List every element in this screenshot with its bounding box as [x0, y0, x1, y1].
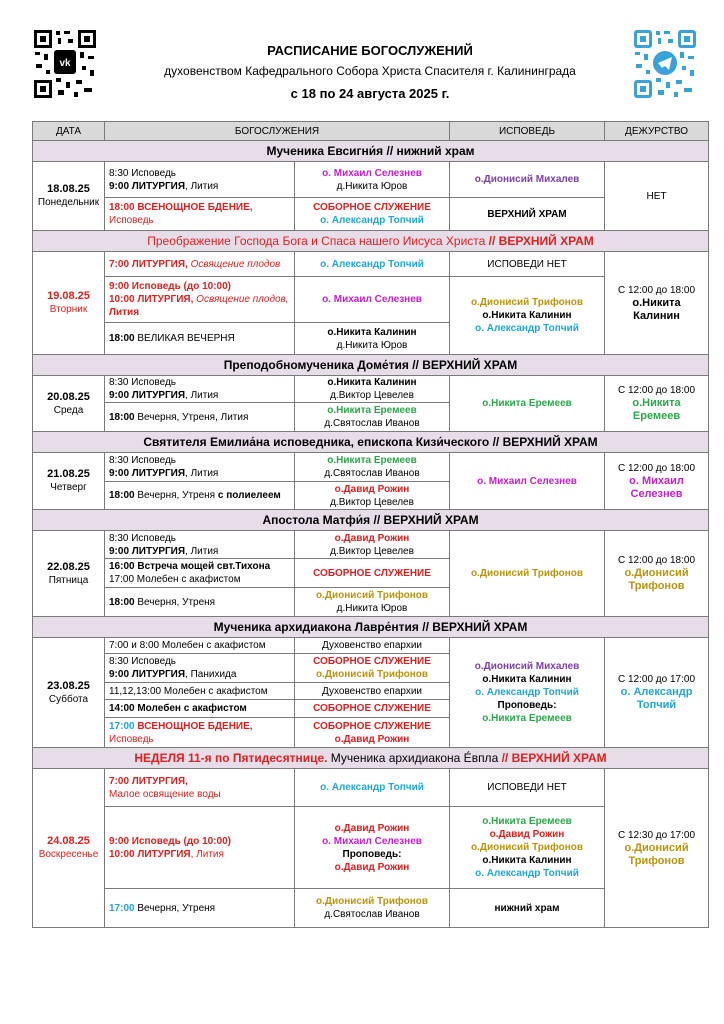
- deacon-name: д.Святослав Иванов: [324, 909, 420, 920]
- duty-name: Калинин: [633, 309, 680, 322]
- service-line: ВСЕНОЩНОЕ БДЕНИЕ,: [134, 720, 253, 732]
- priest-name: о.Никита Калинин: [327, 326, 417, 338]
- duty-time: С 12:00 до 17:00: [618, 674, 696, 685]
- priest-name: о.Никита Калинин: [482, 674, 572, 685]
- date-cell: [33, 252, 105, 355]
- priest-name: СОБОРНОЕ СЛУЖЕНИЕ: [313, 202, 431, 213]
- service-line: 10:00 ЛИТУРГИЯ,: [109, 294, 197, 305]
- duty-time: С 12:30 до 17:00: [618, 829, 696, 841]
- confession-cell: о.Дионисий Михалев: [450, 162, 605, 198]
- confession-cell: [450, 638, 605, 748]
- telegram-qr-code-icon[interactable]: [632, 28, 698, 100]
- table-row: [33, 638, 709, 654]
- feast-name: НЕДЕЛЯ 11-я по Пятидесятнице.: [134, 750, 328, 765]
- priest-cell: о. Александр Топчий: [295, 252, 450, 277]
- date-cell: [33, 638, 105, 748]
- confession-cell: нижний храм: [450, 889, 605, 928]
- priest-name: о. Михаил Селезнев: [322, 835, 422, 847]
- service-line: 9:00 ЛИТУРГИЯ: [109, 468, 186, 479]
- feast-row: [33, 432, 709, 453]
- service-line: 8:30 Исповедь: [109, 455, 176, 466]
- service-line: 17:00: [109, 720, 135, 732]
- service-cell: [105, 162, 295, 198]
- service-line: 8:30 Исповедь: [109, 377, 176, 388]
- service-cell: [105, 531, 295, 559]
- service-cell: [105, 252, 295, 277]
- service-cell: 11,12,13:00 Молебен с акафистом: [105, 683, 295, 700]
- service-line: , Лития: [185, 545, 219, 557]
- date-cell: [33, 453, 105, 510]
- service-line: 17:00: [109, 902, 135, 914]
- feast-church: // ВЕРХНИЙ ХРАМ: [488, 233, 594, 248]
- column-header-confession: ИСПОВЕДЬ: [450, 122, 605, 141]
- priest-name: о. Александр Топчий: [475, 687, 579, 698]
- priest-name: о.Дионисий Трифонов: [315, 669, 429, 680]
- weekday: Среда: [53, 404, 84, 416]
- service-cell: [105, 323, 295, 355]
- column-header-date: ДАТА: [33, 122, 105, 141]
- priest-name: о. Михаил Селезнев: [322, 167, 422, 179]
- priest-cell: [295, 198, 450, 231]
- service-cell: [105, 588, 295, 617]
- priest-name: о.Никита Еремеев: [327, 455, 417, 466]
- service-cell: [105, 277, 295, 323]
- duty-name: о. Александр: [620, 686, 693, 698]
- priest-cell: [295, 323, 450, 355]
- duty-time: С 12:00 до 18:00: [618, 385, 696, 396]
- feast-title: Преподобномученика Доме́тия // ВЕРХНИЙ ХРАМ: [33, 355, 709, 376]
- service-line: Вечерня, Утреня, Лития: [137, 411, 249, 423]
- service-line: 16:00 Встреча мощей свт.Тихона: [109, 561, 271, 572]
- duty-name: о.Никита: [632, 296, 681, 309]
- weekday: Вторник: [49, 304, 88, 315]
- priest-name: о.Никита Калинин: [327, 377, 417, 388]
- priest-name: о.Давид Рожин: [334, 483, 410, 495]
- date-cell: [33, 376, 105, 432]
- priest-cell: [295, 588, 450, 617]
- duty-time: С 12:00 до 18:00: [618, 462, 696, 474]
- duty-cell: НЕТ: [605, 162, 709, 231]
- date-range: с 18 по 24 августа 2025 г.: [290, 86, 450, 101]
- priest-cell: [295, 807, 450, 889]
- confession-cell: ВЕРХНИЙ ХРАМ: [450, 198, 605, 231]
- table-row: [33, 769, 709, 807]
- duty-name: Трифонов: [628, 580, 685, 592]
- priest-cell: о. Александр Топчий: [295, 769, 450, 807]
- priest-name: СОБОРНОЕ СЛУЖЕНИЕ: [313, 656, 431, 667]
- service-line: , Лития: [185, 468, 219, 479]
- priest-cell: [295, 889, 450, 928]
- priest-cell: [295, 482, 450, 510]
- service-cell: 7:00 и 8:00 Молебен с акафистом: [105, 638, 295, 654]
- table-row: [33, 531, 709, 559]
- service-cell: [105, 198, 295, 231]
- duty-name: о.Никита: [632, 397, 681, 409]
- duty-cell: [605, 376, 709, 432]
- priest-cell: Духовенство епархии: [295, 638, 450, 654]
- priest-name: о.Никита Еремеев: [482, 816, 572, 827]
- table-row: [33, 376, 709, 403]
- service-line: 9:00 ЛИТУРГИЯ: [109, 390, 186, 401]
- service-cell: [105, 403, 295, 432]
- duty-name: о. Михаил: [629, 474, 684, 487]
- duty-name: о.Дионисий: [624, 567, 689, 579]
- weekday: Воскресенье: [38, 849, 99, 860]
- feast-title: [33, 748, 709, 769]
- duty-cell: [605, 638, 709, 748]
- confession-cell: о.Никита Еремеев: [450, 376, 605, 432]
- sermon-label: Проповедь:: [342, 848, 402, 860]
- priest-cell: [295, 403, 450, 432]
- priest-cell: о. Михаил Селезнев: [295, 277, 450, 323]
- deacon-name: д.Никита Юров: [336, 180, 408, 192]
- page-subtitle: духовенством Кафедрального Собора Христа Спасителя г. Калининграда: [164, 64, 576, 78]
- date: 22.08.25: [47, 560, 90, 573]
- date-cell: [33, 162, 105, 231]
- date-cell: [33, 769, 105, 928]
- priest-name: о. Александр Топчий: [320, 215, 424, 226]
- priest-cell: [295, 718, 450, 748]
- feast-row: [33, 355, 709, 376]
- service-line: 7:00 ЛИТУРГИЯ,: [109, 258, 191, 270]
- priest-cell: [295, 162, 450, 198]
- schedule-table: [32, 121, 709, 928]
- service-line: , Лития: [190, 848, 224, 860]
- feast-row: [33, 748, 709, 769]
- priest-name: о.Дионисий Трифонов: [470, 297, 584, 308]
- service-cell: [105, 559, 295, 588]
- duty-name: Еремеев: [632, 410, 681, 422]
- service-line: с полиелеем: [217, 490, 281, 501]
- page-title: РАСПИСАНИЕ БОГОСЛУЖЕНИЙ: [267, 43, 473, 58]
- service-line: 9:00 Исповедь (до 10:00): [109, 835, 232, 847]
- vk-qr-code-icon[interactable]: [32, 28, 98, 100]
- weekday: Понедельник: [37, 197, 100, 208]
- deacon-name: д.Никита Юров: [336, 339, 408, 351]
- deacon-name: д.Виктор Цевелев: [330, 496, 414, 508]
- service-cell: [105, 654, 295, 683]
- service-cell: [105, 807, 295, 889]
- priest-cell: [295, 453, 450, 482]
- duty-time: С 12:00 до 18:00: [618, 555, 696, 566]
- service-line: Малое освящение воды: [109, 788, 221, 800]
- feast-name: Преображение Господа Бога и Спаса нашего Иисуса Христа: [147, 233, 489, 248]
- service-line: Вечерня, Утреня: [137, 490, 218, 501]
- duty-cell: [605, 453, 709, 510]
- service-line: 18:00 ВСЕНОЩНОЕ БДЕНИЕ,: [109, 202, 253, 213]
- duty-name: Селезнев: [630, 487, 683, 500]
- service-line: Исповедь: [109, 733, 154, 745]
- feast-title: [33, 231, 709, 252]
- service-cell: [105, 769, 295, 807]
- priest-name: о.Давид Рожин: [334, 532, 410, 544]
- priest-cell: [295, 654, 450, 683]
- feast-row: [33, 231, 709, 252]
- weekday: Суббота: [48, 693, 89, 705]
- service-line: Освящение плодов,: [196, 294, 289, 305]
- service-line: 18:00: [109, 411, 138, 423]
- priest-name: о.Никита Калинин: [482, 310, 572, 321]
- feast-title: Святителя Емилиа́на исповедника, епископа Кизи́ческого // ВЕРХНИЙ ХРАМ: [33, 432, 709, 453]
- service-cell: [105, 453, 295, 482]
- priest-cell: СОБОРНОЕ СЛУЖЕНИЕ: [295, 700, 450, 718]
- confession-cell: о. Михаил Селезнев: [450, 453, 605, 510]
- service-line: 9:00 ЛИТУРГИЯ: [109, 545, 186, 557]
- date: 24.08.25: [47, 835, 90, 847]
- priest-name: о.Дионисий Трифонов: [470, 842, 584, 853]
- duty-name: о.Дионисий: [624, 841, 689, 854]
- duty-time: С 12:00 до 18:00: [618, 284, 696, 296]
- feast-title: Апостола Матфи́я // ВЕРХНИЙ ХРАМ: [33, 510, 709, 531]
- sermon-label: Проповедь:: [497, 700, 557, 711]
- priest-name: о.Никита Еремеев: [482, 713, 572, 724]
- priest-name: о.Давид Рожин: [334, 861, 410, 873]
- feast-title: Мученика архидиакона Лавре́нтия // ВЕРХНИЙ ХРАМ: [33, 617, 709, 638]
- feast-title: Мученика Евсигни́я // нижний храм: [33, 141, 709, 162]
- duty-name: Трифонов: [628, 854, 685, 867]
- service-line: 8:30 Исповедь: [109, 656, 176, 667]
- duty-cell: [605, 769, 709, 928]
- service-line: 10:00 ЛИТУРГИЯ: [109, 848, 191, 860]
- service-line: Освящение плодов: [190, 258, 281, 270]
- confession-cell: ИСПОВЕДИ НЕТ: [450, 769, 605, 807]
- priest-name: о.Дионисий Трифонов: [315, 590, 429, 601]
- service-line: ВЕЛИКАЯ ВЕЧЕРНЯ: [137, 333, 235, 344]
- deacon-name: д.Виктор Цевелев: [330, 545, 414, 557]
- confession-cell: [450, 807, 605, 889]
- date: 19.08.25: [47, 290, 90, 302]
- confession-cell: [450, 277, 605, 355]
- feast-name: Мученика архидиакона Е́впла: [327, 750, 502, 765]
- priest-name: о.Давид Рожин: [334, 733, 410, 745]
- date-cell: [33, 531, 105, 617]
- priest-name: о.Дионисий Михалев: [474, 661, 580, 672]
- priest-cell: СОБОРНОЕ СЛУЖЕНИЕ: [295, 559, 450, 588]
- service-cell: [105, 376, 295, 403]
- table-row: [33, 162, 709, 198]
- service-line: 18:00: [109, 490, 138, 501]
- deacon-name: д.Никита Юров: [336, 603, 408, 614]
- duty-cell: [605, 252, 709, 355]
- deacon-name: д.Святослав Иванов: [324, 418, 420, 429]
- date: 18.08.25: [47, 183, 90, 195]
- service-line: 9:00 ЛИТУРГИЯ: [109, 669, 186, 680]
- service-line: 7:00 ЛИТУРГИЯ,: [109, 775, 188, 787]
- confession-cell: о.Дионисий Трифонов: [450, 531, 605, 617]
- service-line: Вечерня, Утреня: [137, 596, 216, 608]
- service-cell: [105, 889, 295, 928]
- deacon-name: д.Святослав Иванов: [324, 468, 420, 479]
- weekday: Пятница: [48, 574, 89, 586]
- feast-row: [33, 141, 709, 162]
- duty-cell: [605, 531, 709, 617]
- service-line: Исповедь: [109, 215, 154, 226]
- service-cell: [105, 718, 295, 748]
- service-line: 18:00: [109, 333, 138, 344]
- priest-name: о.Давид Рожин: [489, 829, 565, 840]
- service-line: 9:00 Исповедь (до 10:00): [109, 281, 232, 292]
- table-row: [33, 252, 709, 277]
- priest-name: о.Никита Калинин: [482, 855, 572, 866]
- service-line: Лития: [109, 307, 140, 318]
- service-line: 9:00 ЛИТУРГИЯ: [109, 180, 186, 192]
- weekday: Четверг: [50, 482, 87, 493]
- service-line: 17:00 Молебен с акафистом: [109, 574, 241, 585]
- service-line: 8:30 Исповедь: [109, 532, 176, 544]
- table-row: [33, 453, 709, 482]
- service-cell: 14:00 Молебен с акафистом: [105, 700, 295, 718]
- service-line: 18:00: [109, 596, 138, 608]
- service-line: , Лития: [185, 180, 219, 192]
- service-line: , Лития: [185, 390, 219, 401]
- date: 20.08.25: [47, 390, 90, 403]
- duty-name: Топчий: [636, 699, 677, 711]
- table-header-row: [33, 122, 709, 141]
- service-line: 8:30 Исповедь: [109, 167, 176, 179]
- priest-cell: [295, 376, 450, 403]
- service-line: , Панихида: [185, 669, 237, 680]
- priest-name: о. Александр Топчий: [475, 323, 579, 334]
- service-cell: [105, 482, 295, 510]
- date: 23.08.25: [47, 679, 90, 692]
- date: 21.08.25: [47, 468, 90, 480]
- priest-name: о.Дионисий Трифонов: [315, 896, 429, 907]
- confession-cell: ИСПОВЕДИ НЕТ: [450, 252, 605, 277]
- priest-name: о.Никита Еремеев: [327, 405, 417, 416]
- column-header-services: БОГОСЛУЖЕНИЯ: [105, 122, 450, 141]
- priest-cell: Духовенство епархии: [295, 683, 450, 700]
- priest-name: о. Александр Топчий: [475, 868, 579, 879]
- feast-church: // ВЕРХНИЙ ХРАМ: [501, 750, 607, 765]
- svg-text:vk: vk: [59, 58, 71, 69]
- service-line: Вечерня, Утреня: [134, 902, 216, 914]
- feast-row: [33, 510, 709, 531]
- priest-name: СОБОРНОЕ СЛУЖЕНИЕ: [313, 720, 431, 732]
- feast-row: [33, 617, 709, 638]
- priest-name: о.Давид Рожин: [334, 822, 410, 834]
- priest-cell: [295, 531, 450, 559]
- deacon-name: д.Виктор Цевелев: [330, 390, 414, 401]
- column-header-duty: ДЕЖУРСТВО: [605, 122, 709, 141]
